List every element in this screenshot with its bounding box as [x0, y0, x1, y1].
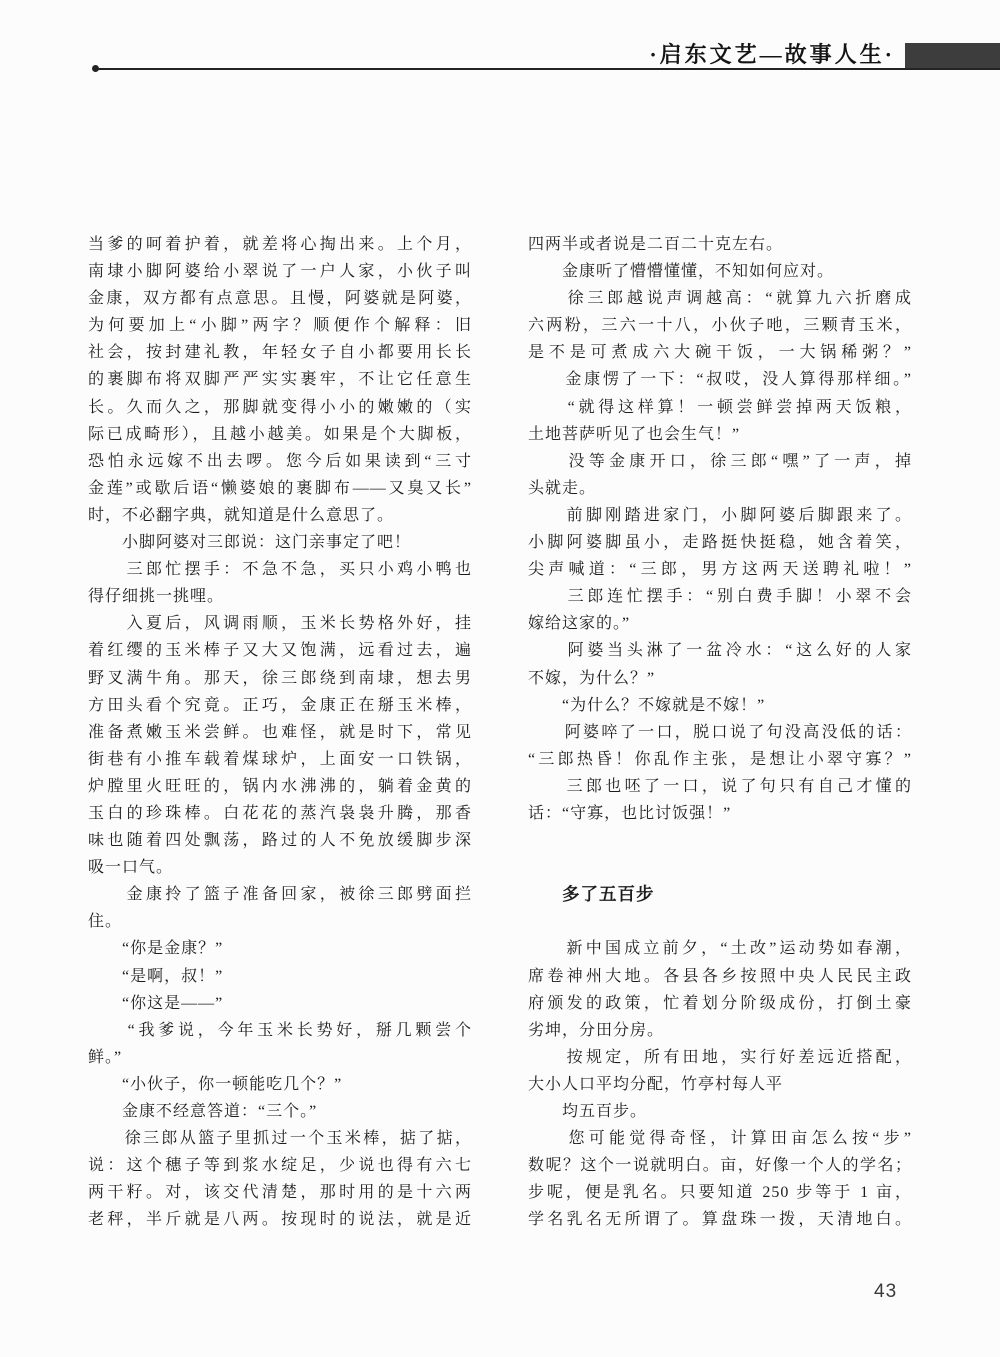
text-line: 金莲”或歇后语“懒婆娘的裹脚布——又臭又长” [88, 479, 472, 497]
text-line: 金康愣了一下：“叔哎，没人算得那样细。” [528, 371, 912, 389]
text-column-left [88, 231, 472, 1233]
text-line: 时，不必翻字典，就知道是什么意思了。 [88, 506, 395, 524]
text-line: 金康拎了篮子准备回家，被徐三郎劈面拦 [88, 886, 472, 904]
header-accent-block [905, 43, 1000, 69]
text-line: 际已成畸形），且越小越美。如果是个大脚板， [88, 425, 472, 443]
text-line: 准备煮嫩玉米尝鲜。也难怪，就是时下，常见 [88, 723, 472, 741]
text-line: 不嫁，为什么？” [528, 669, 656, 687]
text-line: 得仔细挑一挑哩。 [88, 588, 225, 606]
text-line: “就得这样算！一顿尝鲜尝掉两天饭粮， [528, 398, 912, 416]
text-line: 小脚阿婆对三郎说：这门亲事定了吧！ [88, 534, 412, 552]
text-line: “我爹说，今年玉米长势好，掰几颗尝个 [88, 1021, 472, 1039]
text-line: 数呢？这个一说就明白。亩，好像一个人的学名； [528, 1157, 912, 1175]
text-line: “三郎热昏！你乱作主张，是想让小翠守寡？” [528, 750, 912, 768]
text-line: 金康不经意答道：“三个。” [88, 1103, 318, 1120]
text-line: 鲜。” [88, 1048, 123, 1066]
text-line: 恐怕永远嫁不出去啰。您今后如果读到“三寸 [88, 452, 472, 470]
text-line: 前脚刚踏进家门，小脚阿婆后脚跟来了。 [528, 506, 912, 524]
text-line: 按规定，所有田地，实行好差远近搭配， [528, 1048, 912, 1066]
text-line: “你这是——” [88, 994, 224, 1012]
text-line: 长。久而久之，那脚就变得小小的嫩嫩的（实 [88, 398, 472, 416]
text-line: 大小人口平均分配，竹亭村每人平 [528, 1075, 784, 1093]
text-line: 是不是可煮成六大碗干饭，一大锅稀粥？” [528, 344, 912, 362]
text-line: 社会，按封建礼教，年轻女子自小都要用长长 [88, 344, 472, 362]
text-line: 南埭小脚阿婆给小翠说了一户人家，小伙子叫 [88, 263, 472, 281]
text-line: 方田头看个究竟。正巧，金康正在掰玉米棒， [88, 696, 472, 714]
text-line: 的裹脚布将双脚严严实实裹牢，不让它任意生 [88, 371, 472, 389]
page-number: 43 [874, 1281, 898, 1302]
text-line: 新中国成立前夕，“土改”运动势如春潮， [528, 940, 912, 958]
text-line: 步呢，便是乳名。只要知道 250 步等于 1 亩， [528, 1184, 912, 1202]
text-line: 三郎连忙摆手：“别白费手脚！小翠不会 [528, 588, 912, 606]
text-line: 劣坤，分田分房。 [528, 1021, 665, 1039]
text-line: 徐三郎越说声调越高：“就算九六折磨成 [528, 290, 912, 308]
text-line: 府颁发的政策，忙着划分阶级成份，打倒土豪 [528, 994, 912, 1012]
text-line: 吸一口气。 [88, 859, 174, 877]
text-line: 话：“守寡，也比讨饭强！” [528, 804, 732, 822]
text-line: 头就走。 [528, 479, 597, 497]
text-line: 阿婆当头淋了一盆冷水：“这么好的人家 [528, 642, 912, 660]
text-line: 嫁给这家的。” [528, 615, 631, 633]
header-rule-dot [92, 65, 99, 72]
text-line: 小脚阿婆脚虽小，走路挺快挺稳，她含着笑， [528, 534, 912, 552]
text-line: 着红缨的玉米棒子又大又饱满，远看过去，遍 [88, 642, 472, 660]
text-line: 没等金康开口，徐三郎“嘿”了一声，掉 [528, 452, 912, 470]
text-line: 街巷有小推车载着煤球炉，上面安一口铁锅， [88, 750, 472, 768]
text-line: 当爹的呵着护着，就差将心掏出来。上个月， [88, 236, 472, 253]
text-line: 四两半或者说是二百二十克左右。 [528, 236, 784, 253]
text-line: “为什么？不嫁就是不嫁！” [528, 696, 766, 714]
text-line: 三郎忙摆手：不急不急，买只小鸡小鸭也 [88, 561, 472, 579]
text-line: 席卷神州大地。各县各乡按照中央人民民主政 [528, 967, 912, 985]
text-line: 尖声喊道：“三郎，男方这两天送聘礼啦！” [528, 561, 912, 579]
text-line: 均五百步。 [528, 1103, 648, 1120]
text-line: 玉白的珍珠棒。白花花的蒸汽袅袅升腾，那香 [88, 804, 472, 822]
text-line: 味也随着四处飘荡，路过的人不免放缓脚步深 [88, 832, 472, 850]
text-line: “你是金康？” [88, 940, 224, 958]
text-line: 金康，双方都有点意思。且慢，阿婆就是阿婆， [88, 290, 472, 308]
text-line: 三郎也呸了一口，说了句只有自己才懂的 [528, 777, 912, 795]
text-line: 炉膛里火旺旺的，锅内水沸沸的，躺着金黄的 [88, 777, 472, 795]
text-line: 说：这个穗子等到浆水绽足，少说也得有六七 [88, 1157, 472, 1175]
text-line: 野叉满牛角。那天，徐三郎绕到南埭，想去男 [88, 669, 472, 687]
text-line [528, 854, 912, 881]
text-line: “是啊，叔！” [88, 967, 224, 985]
text-line: 金康听了懵懵懂懂，不知如何应对。 [528, 263, 835, 281]
text-line: 土地菩萨听见了也会生气！” [528, 425, 741, 443]
text-line: 老秤，半斤就是八两。按现时的说法，就是近 [88, 1211, 472, 1229]
text-line: 学名乳名无所谓了。算盘珠一拨，天清地白。 [528, 1211, 912, 1229]
text-line: “小伙子，你一顿能吃几个？” [88, 1075, 343, 1093]
text-line: 入夏后，风调雨顺，玉米长势格外好，挂 [88, 615, 472, 633]
text-line: 住。 [88, 913, 123, 931]
text-column-right [528, 231, 912, 1233]
text-line: 为何要加上“小脚”两字？顺便作个解释：旧 [88, 317, 472, 335]
section-heading: 多了五百步 [562, 884, 655, 905]
text-line: 阿婆啐了一口，脱口说了句没高没低的话： [528, 723, 912, 741]
header-rule [95, 68, 1000, 70]
text-line: 两干籽。对，该交代清楚，那时用的是十六两 [88, 1184, 472, 1202]
text-line: 您可能觉得奇怪，计算田亩怎么按“步” [528, 1130, 912, 1148]
text-line [528, 827, 912, 854]
text-line [528, 908, 912, 935]
page-header-title: ·启东文艺—故事人生· [649, 42, 895, 67]
text-line: 徐三郎从篮子里抓过一个玉米棒，掂了掂， [88, 1130, 472, 1148]
text-line: 六两粉，三六一十八，小伙子吔，三颗青玉米， [528, 317, 912, 335]
